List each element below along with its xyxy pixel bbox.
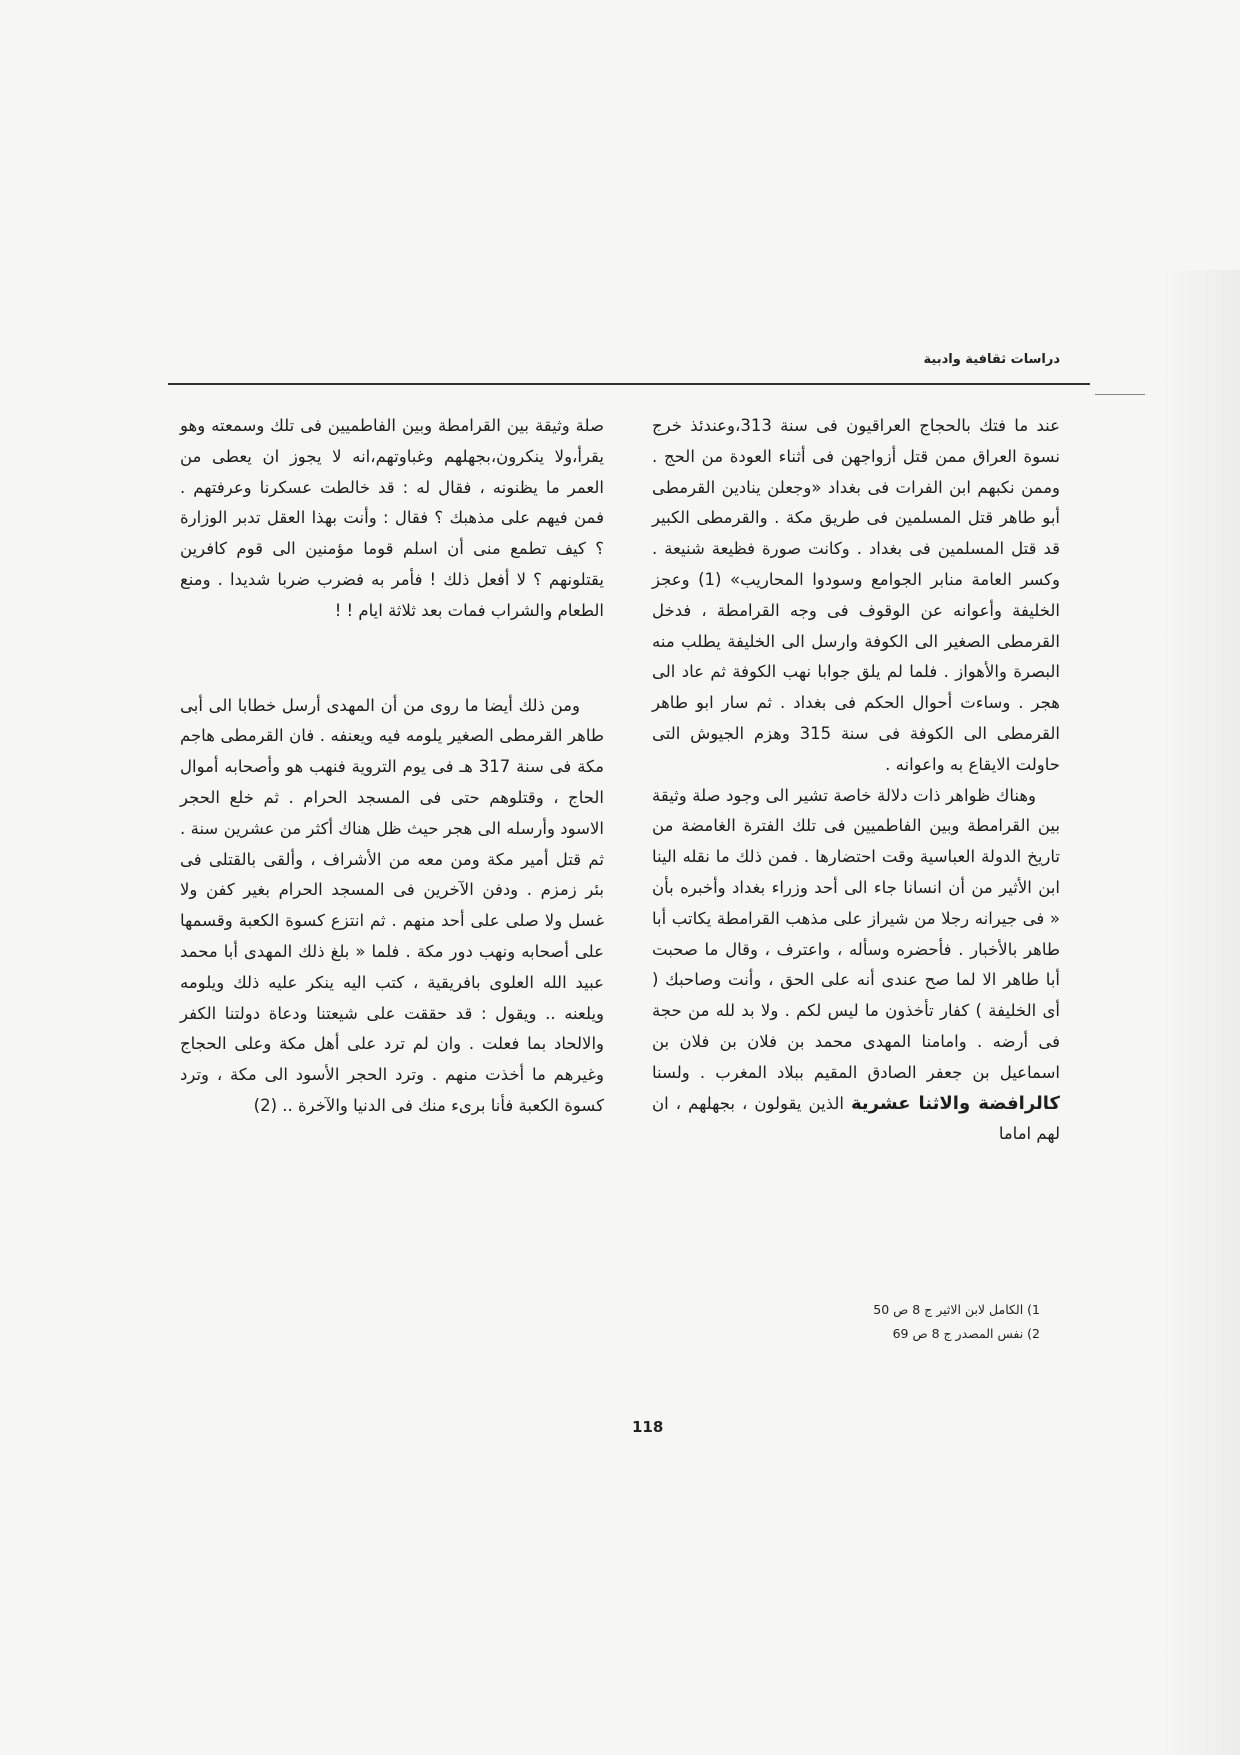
right-column-paragraph-2-end: الذين يقولون ، بجهلهم ، ان لهم اماما: [652, 1093, 1060, 1144]
footnote-2: 2) نفس المصدر ج 8 ص 69: [892, 1326, 1040, 1341]
left-column-paragraph-1: صلة وثيقة بين القرامطة وبين الفاطميين فى تلك وسمعته وهو يقرأ،ولا ينكرون،بجهلهم وغباوتهم،انه لا يجوز ان يعطى من العمر ما يظنونه ، فقال له : قد خالطت عسكرنا وعرفتهم . فمن فيهم على مذهبك ؟ فقال : وأنت بهذا العقل تدبر الوزارة ؟ كيف تطمع منى أن اسلم قوما مؤمنين الى قوم كافرين يقتلونهم ؟ لا أفعل ذلك ! فأمر به فضرب ضربا شديدا . ومنع الطعام والشراب فمات بعد ثلاثة ايام ! !: [180, 416, 604, 620]
right-column-paragraph-2: [652, 781, 1060, 1151]
paragraph-gap: [180, 627, 604, 691]
header-rule: [168, 383, 1090, 385]
right-column-bold-phrase: كالرافضة والاثنا عشرية: [851, 1092, 1061, 1114]
header-rule-extension: [1095, 394, 1145, 395]
right-column: [652, 411, 1060, 1150]
right-column-paragraph-2-text: وهناك ظواهر ذات دلالة خاصة تشير الى وجود صلة وثيقة بين القرامطة وبين الفاطميين فى تلك الفترة الغامضة من تاريخ الدولة العباسية وقت احتضارها . فمن ذلك ما نقله الينا ابن الأثير من أن انسانا جاء الى أحد وزراء بغداد وأخبره بأن « فى جيرانه رجلا من شيراز على مذهب القرامطة يكاتب أبا طاهر بالأخبار . فأحضره وسأله ، واعترف ، وقال ما صحبت أبا طاهر الا لما صح عندى أنه على الحق ، وأنت وصاحبك ( أى الخليفة ) كفار تأخذون ما ليس لكم . ولا بد لله من حجة فى أرضه . وامامنا المهدى محمد بن فلان بن فلان بن اسماعيل بن جعفر الصادق المقيم ببلاد المغرب . ولسنا: [652, 785, 1060, 1082]
page-number: 118: [632, 1418, 664, 1436]
right-column-paragraph-1: عند ما فتك بالحجاج العراقيون فى سنة 313،وعندئذ خرج نسوة العراق ممن قتل أزواجهن فى أثناء العودة من الحج . وممن نكبهم ابن الفرات فى بغداد «وجعلن ينادين القرمطى أبو طاهر قتل المسلمين فى طريق مكة . والقرمطى الكبير قد قتل المسلمين فى بغداد . وكانت صورة فظيعة شنيعة . وكسر العامة منابر الجوامع وسودوا المحاريب» (1) وعجز الخليفة وأعوانه عن الوقوف فى وجه القرامطة ، فدخل القرمطى الصغير الى الكوفة وارسل الى الخليفة يطلب منه البصرة والأهواز . فلما لم يلق جوابا نهب الكوفة ثم عاد الى هجر . وساءت أحوال الحكم فى بغداد . ثم سار ابو طاهر القرمطى الى الكوفة فى سنة 315 وهزم الجيوش التى حاولت الايقاع به واعوانه .: [652, 416, 1060, 774]
left-column-paragraph-2: ومن ذلك أيضا ما روى من أن المهدى أرسل خطابا الى أبى طاهر القرمطى الصغير يلومه فيه ويعنفه . فان القرمطى هاجم مكة فى سنة 317 هـ فى يوم التروية فنهب هو وأصحابه أموال الحاج ، وقتلوهم حتى فى المسجد الحرام . ثم خلع الحجر الاسود وأرسله الى هجر حيث ظل هناك أكثر من عشرين سنة . ثم قتل أمير مكة ومن معه من الأشراف ، وألقى بالقتلى فى بئر زمزم . ودفن الآخرين فى المسجد الحرام بغير كفن ولا غسل ولا صلى على أحد منهم . ثم انتزع كسوة الكعبة وقسمها على أصحابه ونهب دور مكة . فلما « بلغ ذلك المهدى أبا محمد عبيد الله العلوى بافريقية ، كتب اليه ينكر عليه ذلك ويلومه ويلعنه .. ويقول : قد حققت على شيعتنا ودعاة دولتنا الكفر والالحاد بما فعلت . وان لم ترد على أهل مكة وعلى الحجاج وغيرهم ما أخذت منهم . وترد الحجر الأسود الى مكة ، وترد كسوة الكعبة فأنا برىء منك فى الدنيا والآخرة .. (2): [180, 695, 604, 1115]
left-column: [180, 411, 604, 1122]
footnote-1: 1) الكامل لابن الاثير ج 8 ص 50: [873, 1302, 1040, 1317]
running-head: دراسات ثقافية وادبية: [923, 352, 1060, 367]
scan-shadow: [1160, 270, 1240, 1755]
footnotes: [873, 1298, 1040, 1346]
